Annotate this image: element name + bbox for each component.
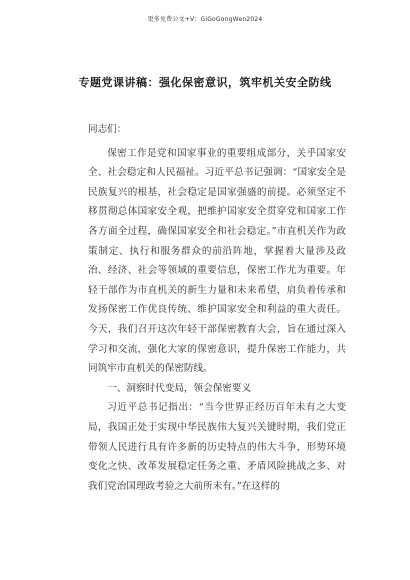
section-heading: 一、洞察时代变局，领会保密要义 xyxy=(107,382,252,394)
header-note: 更多免费公文+V：GiGoGongWen2024 xyxy=(147,16,263,23)
paragraph-section-one: 习近平总书记指出：“当今世界正经历百年未有之大变局，我国正处于实现中华民族伟大复兴关键时期，我们党正带领人民进行具有许多新的历史特点的伟大斗争，形势环境变化之快、改革发展稳定任务之重、矛盾风险挑战之多、对我们党治国理政考验之大前所未有。”在这样的 xyxy=(88,402,346,492)
document-body xyxy=(88,120,346,496)
salutation: 同志们： xyxy=(88,124,127,135)
paragraph-intro: 保密工作是党和国家事业的重要组成部分，关乎国家安全、社会稳定和人民福祉。习近平总书记强调：“国家安全是民族复兴的根基，社会稳定是国家强盛的前提。必须坚定不移贯彻总体国家安全观，把维护国家安全贯穿党和国家工作各方面全过程，确保国家安全和社会稳定。”市直机关作为政策制定、执行和服务群众的前沿阵地，掌握着大量涉及政治、经济、社会等领域的重要信息，保密工作尤为重要。年轻干部作为市直机关的新生力量和未来希望，肩负着传承和发扬保密工作优良传统、维护国家安全和利益的重大责任。今天，我们召开这次年轻干部保密教育大会，旨在通过深入学习和交流，强化大家的保密意识，提升保密工作能力，共同筑牢市直机关的保密防线。 xyxy=(88,147,346,375)
document-title: 专题党课讲稿：强化保密意识，筑牢机关安全防线 xyxy=(78,76,332,89)
